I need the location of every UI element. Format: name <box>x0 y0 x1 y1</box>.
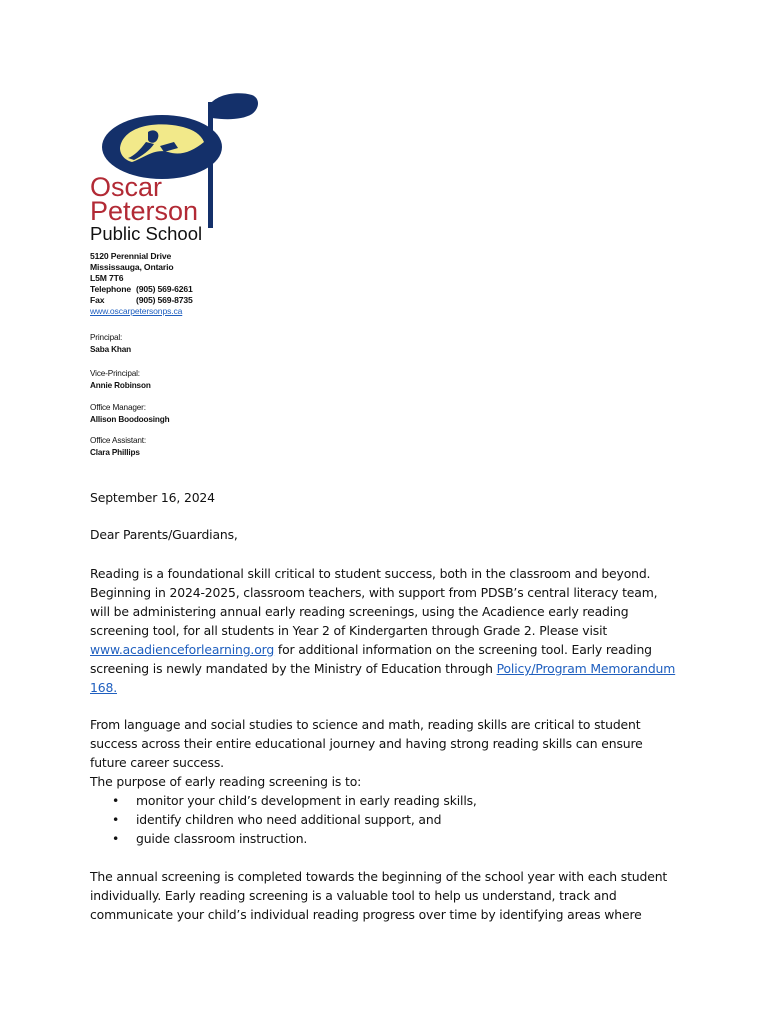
school-contact-block <box>90 251 193 317</box>
staff-name: Annie Robinson <box>90 380 151 390</box>
staff-name: Saba Khan <box>90 344 131 354</box>
bullet-icon: • <box>112 793 120 808</box>
fax-number: (905) 569-8735 <box>136 295 193 305</box>
list-item: • monitor your child’s development in early reading skills, <box>112 793 477 808</box>
logo-line-oscar: Oscar <box>90 172 163 202</box>
telephone-row <box>90 284 193 295</box>
logo-line-peterson: Peterson <box>90 196 199 226</box>
purpose-intro: The purpose of early reading screening is to: <box>90 774 362 789</box>
logo-line-public-school: Public School <box>90 223 203 242</box>
staff-name: Allison Boodoosingh <box>90 414 170 424</box>
staff-role: Office Assistant: <box>90 436 147 445</box>
fax-label: Fax <box>90 295 105 305</box>
staff-vice-principal <box>90 368 151 391</box>
school-website-link[interactable]: www.oscarpetersonps.ca <box>90 306 183 316</box>
staff-role: Vice-Principal: <box>90 369 140 378</box>
address-city: Mississauga, Ontario <box>90 262 174 272</box>
telephone-label: Telephone <box>90 284 131 294</box>
staff-office-manager <box>90 402 169 425</box>
staff-role: Principal: <box>90 333 123 342</box>
acadience-link[interactable]: www.acadienceforlearning.org <box>90 642 275 657</box>
list-item: • guide classroom instruction. <box>112 831 308 846</box>
letter-paragraph-3: The annual screening is completed towards the beginning of the school year with each student individually. Early reading screening is a valuable tool to help us understand, track and communicate your child’s individual reading progress over time by identifying areas where <box>90 869 668 922</box>
telephone-number: (905) 569-6261 <box>136 284 193 294</box>
staff-office-assistant <box>90 435 146 458</box>
fax-row <box>90 295 193 306</box>
letter-greeting: Dear Parents/Guardians, <box>90 527 238 542</box>
bullet-icon: • <box>112 831 120 846</box>
letter-date: September 16, 2024 <box>90 490 215 505</box>
school-logo <box>88 92 260 242</box>
staff-name: Clara Phillips <box>90 447 140 457</box>
policy-memorandum-link[interactable]: Policy/Program Memorandum 168. <box>90 661 676 695</box>
staff-role: Office Manager: <box>90 403 146 412</box>
list-item: • identify children who need additional support, and <box>112 812 442 827</box>
paragraph-text: From language and social studies to science and math, reading skills are critical to student success across their entire educational journey and having strong reading skills can ensure future career success. <box>90 717 643 770</box>
paragraph-text: Reading is a foundational skill critical to student success, both in the classroom and beyond. Beginning in 2024-2025, classroom teachers, with support from PDSB’s central literacy team, will be administering annual early reading screenings, using the Acadience early reading screening tool, for all students in Year 2 of Kindergarten through Grade 2. Please visit <box>90 566 658 638</box>
address-street: 5120 Perennial Drive <box>90 251 172 261</box>
purpose-list <box>90 791 680 848</box>
paragraph-text: for additional information on the screening tool. Early reading screening is newly mandated by the Ministry of Education through <box>90 642 652 676</box>
music-note-logo-icon <box>88 92 260 242</box>
letter-paragraph-2 <box>90 715 680 848</box>
address-postal: L5M 7T6 <box>90 273 124 283</box>
bullet-icon: • <box>112 812 120 827</box>
letter-paragraph-1 <box>90 564 680 697</box>
staff-principal <box>90 332 131 355</box>
